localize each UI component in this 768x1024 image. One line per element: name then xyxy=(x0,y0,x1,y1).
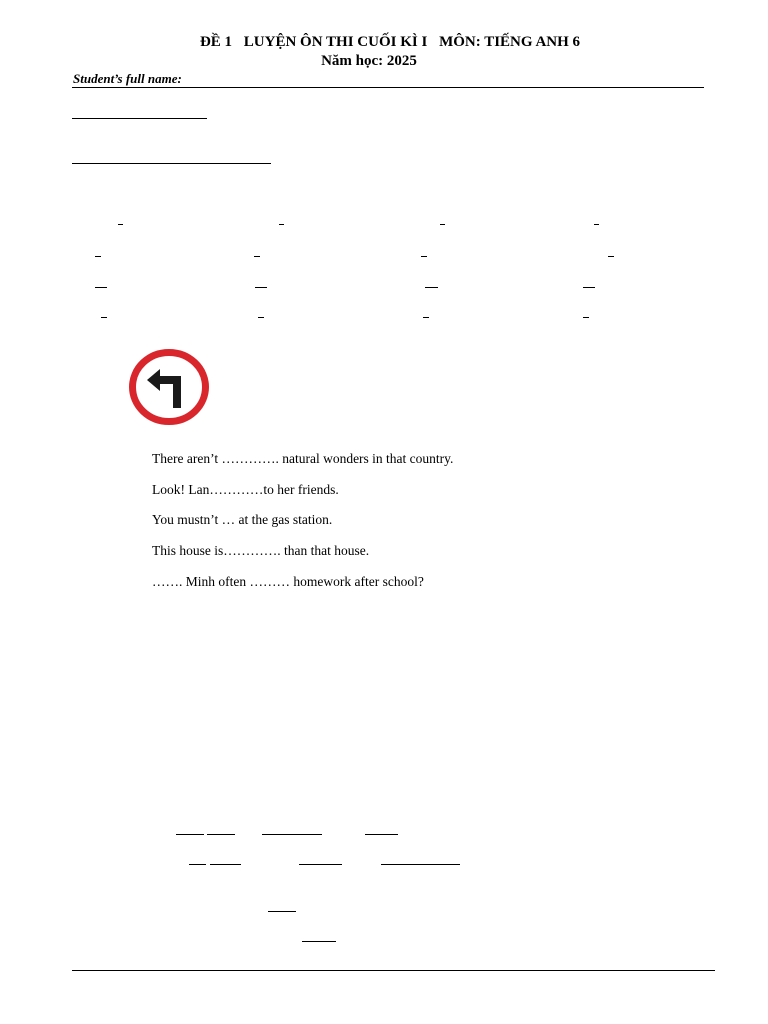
answer-blank xyxy=(268,911,296,912)
school-year: Năm học: 2025 xyxy=(321,53,417,69)
exam-subject: MÔN: TIẾNG ANH 6 xyxy=(439,34,581,50)
answer-blank xyxy=(189,864,206,865)
option-dash xyxy=(583,287,595,288)
question-sentence-2: Look! Lan…………to her friends. xyxy=(152,482,339,497)
option-dash xyxy=(95,256,101,257)
option-dash xyxy=(594,224,599,225)
option-dash xyxy=(583,317,589,318)
option-dash xyxy=(423,317,429,318)
exam-code: ĐỀ 1 xyxy=(199,34,233,50)
option-dash xyxy=(255,287,267,288)
option-dash xyxy=(608,256,614,257)
question-sentence-1: There aren’t …………. natural wonders in that country. xyxy=(152,451,454,466)
option-dash xyxy=(279,224,284,225)
option-dash xyxy=(118,224,123,225)
option-dash xyxy=(95,287,107,288)
answer-blank xyxy=(207,834,235,835)
option-dash xyxy=(421,256,427,257)
option-dash xyxy=(254,256,260,257)
answer-blank xyxy=(299,864,342,865)
question-sentence-3: You mustn’t … at the gas station. xyxy=(152,512,333,527)
student-name-label: Student’s full name: xyxy=(73,71,182,86)
answer-blank xyxy=(176,834,204,835)
question-sentence-4: This house is…………. than that house. xyxy=(152,543,370,558)
footer-rule xyxy=(72,970,715,971)
exam-title-line xyxy=(0,34,768,51)
answer-blank xyxy=(302,941,336,942)
option-dash xyxy=(258,317,264,318)
option-dash xyxy=(425,287,438,288)
exam-title: LUYỆN ÔN THI CUỐI KÌ I xyxy=(243,34,428,50)
answer-blank xyxy=(210,864,241,865)
answer-blank xyxy=(365,834,398,835)
no-left-turn-sign-icon xyxy=(128,348,210,426)
header-rule xyxy=(72,87,704,88)
answer-blank xyxy=(381,864,460,865)
answer-blank xyxy=(262,834,322,835)
section-heading-underline-1 xyxy=(72,118,207,119)
option-dash xyxy=(101,317,107,318)
option-dash xyxy=(440,224,445,225)
question-sentence-5: ……. Minh often ……… homework after school? xyxy=(152,574,424,589)
section-heading-underline-2 xyxy=(72,163,271,164)
